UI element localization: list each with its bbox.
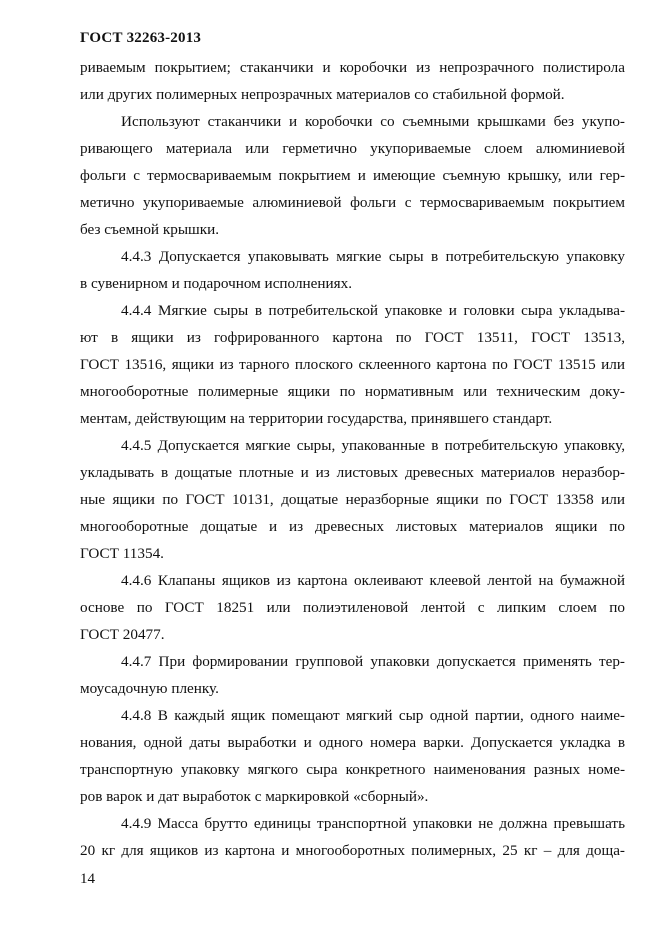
text-line: 4.4.9 Масса брутто единицы транспортной упаковки не должна превышать	[121, 815, 625, 832]
text-line: 20 кг для ящиков из картона и многооборотных полимерных, 25 кг – для доща-	[80, 842, 625, 859]
text-line: метично укупориваемые алюминиевой фольги с термосвариваемым покрытием	[80, 194, 625, 211]
text-line: без съемной крышки.	[80, 221, 220, 238]
text-line: ГОСТ 11354.	[80, 545, 164, 562]
page-number: 14	[80, 871, 95, 887]
text-line: риваемым покрытием; стаканчики и коробочки из непрозрачного полистирола	[80, 59, 625, 76]
text-line: многооборотные дощатые и из древесных листовых материалов ящики по	[80, 518, 625, 535]
text-line: в сувенирном и подарочном исполнениях.	[80, 275, 353, 292]
text-line: ров варок и дат выработок с маркировкой «сборный».	[80, 788, 429, 805]
text-line: 4.4.4 Мягкие сыры в потребительской упаковке и головки сыра укладыва-	[121, 302, 625, 319]
text-line: ные ящики по ГОСТ 10131, дощатые неразборные ящики по ГОСТ 13358 или	[80, 491, 625, 508]
text-line: ментам, действующим на территории государства, принявшего стандарт.	[80, 410, 553, 427]
text-line: нования, одной даты выработки и одного номера варки. Допускается укладка в	[80, 734, 625, 751]
text-line: 4.4.5 Допускается мягкие сыры, упакованные в потребительскую упаковку,	[121, 437, 625, 454]
text-line: многооборотные полимерные ящики по нормативным или техническим доку-	[80, 383, 625, 400]
text-line: ГОСТ 20477.	[80, 626, 165, 643]
document-header: ГОСТ 32263-2013	[80, 30, 202, 46]
text-line: 4.4.7 При формировании групповой упаковки допускается применять тер-	[121, 653, 625, 670]
text-line: 4.4.6 Клапаны ящиков из картона оклеивают клеевой лентой на бумажной	[121, 572, 625, 589]
text-line: Используют стаканчики и коробочки со съемными крышками без укупо-	[121, 113, 625, 130]
text-line: 4.4.3 Допускается упаковывать мягкие сыры в потребительскую упаковку	[121, 248, 625, 265]
text-line: 4.4.8 В каждый ящик помещают мягкий сыр одной партии, одного наиме-	[121, 707, 625, 724]
text-line: или других полимерных непрозрачных материалов со стабильной формой.	[80, 86, 565, 103]
text-line: ривающего материала или герметично укупориваемые слоем алюминиевой	[80, 140, 625, 157]
text-line: укладывать в дощатые плотные и из листовых древесных материалов неразбор-	[80, 464, 625, 481]
text-line: ют в ящики из гофрированного картона по ГОСТ 13511, ГОСТ 13513,	[80, 329, 625, 346]
text-line: транспортную упаковку мягкого сыра конкретного наименования разных номе-	[80, 761, 625, 778]
text-line: основе по ГОСТ 18251 или полиэтиленовой лентой с липким слоем по	[80, 599, 625, 616]
text-line: моусадочную пленку.	[80, 680, 219, 697]
text-line: фольги с термосвариваемым покрытием и имеющие съемную крышку, или гер-	[80, 167, 625, 184]
text-line: ГОСТ 13516, ящики из тарного плоского склеенного картона по ГОСТ 13515 или	[80, 356, 625, 373]
